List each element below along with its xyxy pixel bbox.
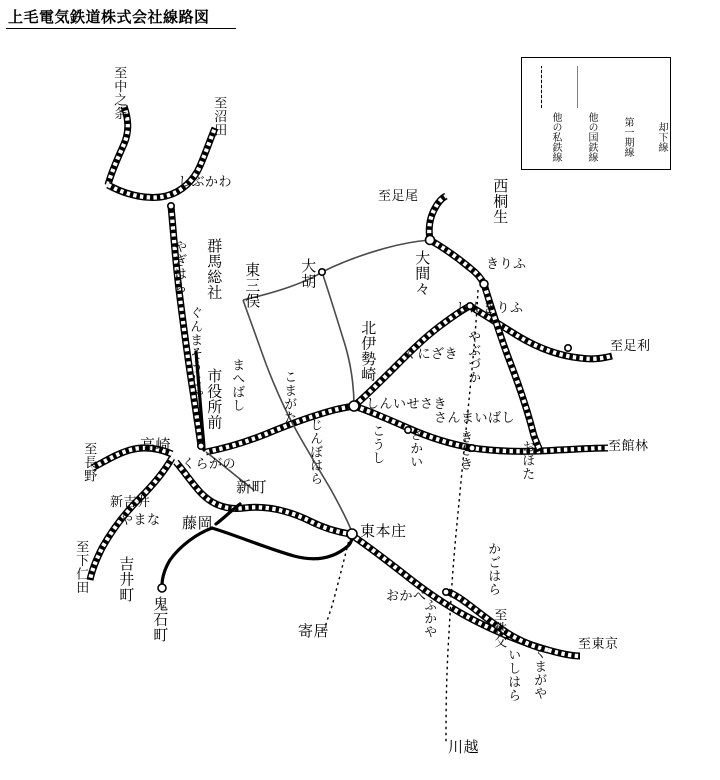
page-title: 上毛電気鉄道株式会社線路図 [8, 8, 210, 26]
label-yoshii-machi: 吉井町 [117, 556, 136, 603]
label-yorii: 寄居 [298, 622, 330, 640]
label-fukaya: ふかや [421, 598, 437, 639]
node-ishihara-jn [443, 589, 449, 595]
label-gunma-soja: 群馬総社 [205, 238, 224, 300]
label-higashi-miwa: 東三俣 [243, 262, 262, 309]
label-sakai: さかい [407, 428, 423, 469]
node-ogo [319, 269, 325, 275]
legend-swatch-solid-thick [575, 66, 578, 108]
label-kumagaya: くまがや [531, 646, 547, 700]
label-shin-isesaki: しんいせさき [366, 397, 448, 412]
legend-label-other-private-railways: 他の私鉄線 [550, 112, 561, 162]
node-omama [426, 236, 435, 245]
label-kita-isesaki: 北伊勢崎 [359, 320, 378, 382]
node-shin-isesaki [349, 401, 359, 411]
label-yagihara: やぎはら [171, 240, 187, 294]
legend-item-other-private-railways [526, 58, 560, 169]
label-jinbohara: じんぼはら [307, 418, 323, 486]
legend-swatch-dotted [645, 66, 648, 108]
label-to-shimonita: 至下仁田 [73, 540, 89, 594]
label-to-ashikaga: 至足利 [610, 339, 651, 354]
label-to-tatebayashi: 至館林 [608, 439, 649, 454]
node-higashi-honjo [347, 529, 357, 539]
node-oniishi-machi [158, 584, 166, 592]
label-kisaki: きさき [457, 430, 473, 471]
label-to-numata: 至沼田 [211, 96, 227, 137]
legend-label-first-phase-line: 第一期線 [622, 117, 633, 157]
label-ishihara: いしはら [505, 648, 521, 702]
label-yamana: やまな [120, 513, 161, 528]
label-kuragano: くらがの [182, 457, 237, 472]
label-kawagoe: 川越 [448, 738, 480, 756]
label-to-chichibu: 至秩父 [491, 608, 507, 649]
node-kiryu [480, 280, 488, 288]
label-koshi: こうし [369, 424, 385, 465]
label-shiyakusho-mae: 市役所前 [205, 368, 224, 430]
label-shin-yoshii: 新吉井 [110, 495, 151, 510]
node-maebashi [198, 443, 204, 449]
private-railway-lines [90, 106, 612, 656]
node-yabuzuka-east [565, 345, 571, 351]
label-oniishi-machi: 鬼石町 [151, 596, 170, 643]
legend-label-planned-line: 却下線 [656, 122, 667, 152]
label-ota: おほた [519, 440, 535, 481]
legend-item-other-jnr-lines [562, 58, 596, 169]
legend-label-other-jnr-lines: 他の国鉄線 [586, 112, 597, 162]
legend-swatch-hatched [539, 66, 542, 108]
label-to-nakanojo: 至中之条 [111, 66, 127, 120]
node-shibukawa [168, 203, 174, 209]
label-higashi-honjo: 東本庄 [360, 522, 407, 540]
legend [521, 57, 671, 170]
label-kunizaki: くにざき [404, 347, 459, 362]
label-ogo: 大胡 [299, 258, 318, 289]
label-to-nagano: 至長野 [81, 442, 97, 483]
label-to-ashio: 至足尾 [378, 189, 419, 204]
label-omama: 大間々 [413, 250, 432, 297]
label-shin-kiryu: しんきりふ [456, 301, 524, 316]
label-maebashi: まへばし [229, 358, 245, 412]
legend-swatch-solid-thin [611, 66, 614, 108]
label-sanmaibashi: さんまいばし [434, 411, 516, 426]
label-fujioka: 藤岡 [182, 514, 214, 532]
label-yabuzuka: やぶづか [465, 330, 481, 384]
label-komagata: こまがた [281, 370, 297, 424]
label-nishi-kiryu: 西桐生 [491, 178, 510, 225]
label-to-tokyo: 至東京 [578, 637, 619, 652]
label-shibukawa: しぶかわ [178, 175, 233, 190]
label-kagohara: かごはら [485, 542, 501, 596]
label-shinmachi: 新町 [236, 478, 268, 496]
label-kiryu: きりふ [486, 257, 527, 272]
legend-item-first-phase-line [598, 58, 632, 169]
label-takasaki: 高崎 [140, 436, 172, 454]
label-gunmasoja-route: ぐんまそうじゃ [187, 306, 203, 401]
label-okabe: おかべ [386, 589, 427, 604]
legend-item-planned-line [632, 58, 666, 169]
